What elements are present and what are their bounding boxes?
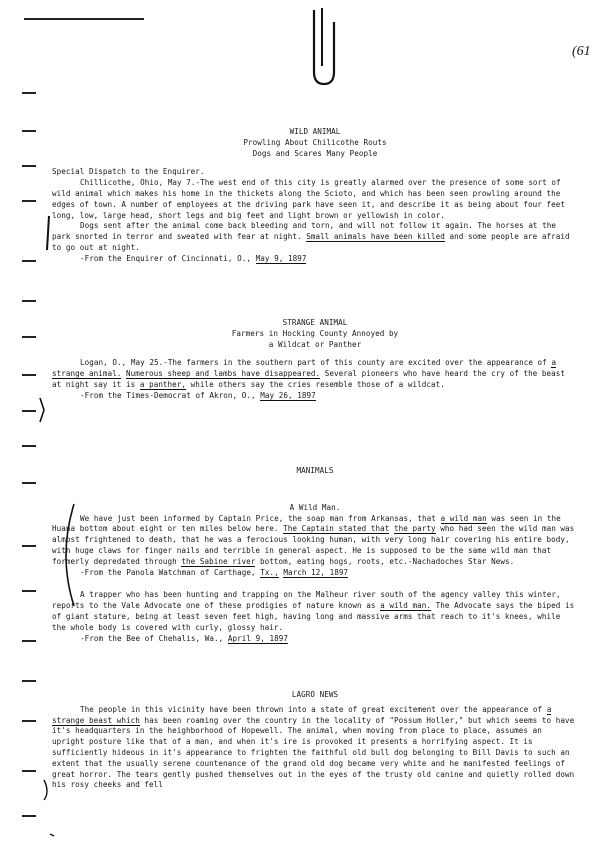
article-subtitle: Farmers in Hocking County Annoyed by — [231, 328, 399, 338]
underlined-text: a wild man — [440, 513, 487, 523]
dispatch-line: Special Dispatch to the Enquirer. — [52, 167, 205, 177]
article-title: A Wild Man. — [289, 502, 341, 512]
text-span: has been roaming over the country in the locality of "Possum Holler," but which seems to have it's headquarters in the heighborhood of Hopewell. The animal, when moving from place to place, assumes an upright posture like that of a man, and when it's ire is provoked it presents a horrifying aspect. It is sufficiently hideous in it's appearance to frighten the faithful old bull dog belonging to Bill Davis to such an extent that the usually serene countenance of the grand old dog became very white and he manifested feelings of great horror. The tears gently pushed themselves out in the eyes of the trusty old canine and quietly rolled down his rosy cheeks and fell — [52, 715, 575, 790]
article-paragraph — [52, 221, 578, 253]
source-text: -From the Times-Democrat of Akron, O., — [80, 390, 256, 400]
article-title: STRANGE ANIMAL — [282, 318, 348, 327]
underlined-text: The Captain stated that — [283, 524, 390, 534]
section-title: MANIMALS — [296, 466, 334, 475]
source-text: -From the Bee of Chehalis, Wa., — [80, 633, 224, 643]
article-subtitle: a Wildcat or Panther — [268, 339, 362, 349]
underlined-text: a panther, — [139, 379, 187, 389]
article-subtitle: Dogs and Scares Many People — [252, 148, 378, 158]
text-span: while others say the cries resemble those of a wildcat. — [190, 379, 445, 389]
text-span: Several pioneers who have heard the cry of the beast at night say it is — [52, 369, 566, 389]
underlined-text: Numerous sheep and lambs have disappeared. — [125, 369, 321, 379]
underlined-text: the party — [394, 524, 436, 534]
underlined-text: Tx., — [260, 567, 279, 577]
text-span: bottom, eating hogs, roots, etc.-Nachadoches Star News. — [260, 556, 515, 566]
article-source — [80, 634, 578, 645]
underlined-text: a wild man. — [380, 601, 431, 611]
article-strange-animal — [52, 318, 578, 402]
source-text: -From the Panola Watchman of Carthage, — [80, 567, 256, 577]
source-date: April 9, 1897 — [227, 633, 288, 643]
page-number: (61 — [572, 44, 591, 59]
article-title: WILD ANIMAL — [289, 127, 341, 136]
text-span: We have just been informed by Captain Price, the soap man from Arkansas, that — [80, 513, 436, 523]
source-text: -From the Enquirer of Cincinnati, O., — [80, 253, 252, 263]
article-title: LAGRO NEWS — [291, 690, 339, 699]
article-wild-animal — [52, 127, 578, 265]
article-paragraph: Chillicothe, Ohio, May 7.-The west end of this city is greatly alarmed over the presence of some sort of wild animal which makes his home in the thickets along the Scioto, and which has been seen prowling around the edges of town. A number of employees at the driving park have seen it, and describe it as being about four feet long, low, large head, short legs and big feet and light brown or yellowish in color. — [52, 178, 566, 220]
text-span: The Advocate says the biped is of giant stature, being at least seven feet high, having long and massive arms that reach to it's knees, while the whole body is covered with curly, glossy hair. — [52, 601, 575, 632]
text-span: Logan, O., May 25.-The farmers in the southern part of this county are excited over the appearance of — [80, 358, 547, 368]
source-date: May 9, 1897 — [255, 253, 307, 263]
article-lagro-news — [52, 690, 578, 791]
underlined-text: a strange animal. — [52, 358, 557, 379]
article-source — [80, 391, 578, 402]
text-span: and some people are afraid to go out at night. — [52, 232, 570, 252]
article-source — [80, 568, 578, 579]
underlined-text: Small animals have been killed — [306, 232, 445, 242]
text-span: was seen in the Huana bottom about eight or ten miles below here. — [52, 513, 561, 534]
section-manimals — [52, 466, 578, 644]
article-paragraph — [52, 514, 578, 568]
article-paragraph — [52, 705, 578, 791]
article-paragraph — [52, 590, 578, 633]
text-span: The people in this vicinity have been thrown into a state of great excitement over the appearance of — [80, 704, 543, 714]
article-paragraph — [52, 358, 578, 390]
article-source — [80, 254, 578, 265]
text-span: who had seen the wild man was almost frightened to death, that he was a ferocious looking human, with very long hair covering his entire body, with huge claws for finger nails and terrible in general aspect. He is supposed to be the same wild man that formerly depredated through — [52, 524, 575, 566]
source-date: March 12, 1897 — [283, 567, 349, 577]
text-span: A trapper who has been hunting and trapping on the Malheur river south of the agency valley this winter, reports to the Vale Advocate one of these prodigies of nature known as — [52, 590, 561, 611]
text-span: Dogs sent after the animal come back bleeding and torn, and will not follow it again. The horses at the park snorted in terror and sweated with fear at night. — [52, 221, 557, 242]
underlined-text: the Sabine river — [181, 556, 256, 566]
article-subtitle: Prowling About Chilicothe Routs — [243, 137, 387, 147]
underlined-text: a strange beast which — [52, 704, 552, 725]
source-date: May 26, 1897 — [260, 390, 316, 400]
